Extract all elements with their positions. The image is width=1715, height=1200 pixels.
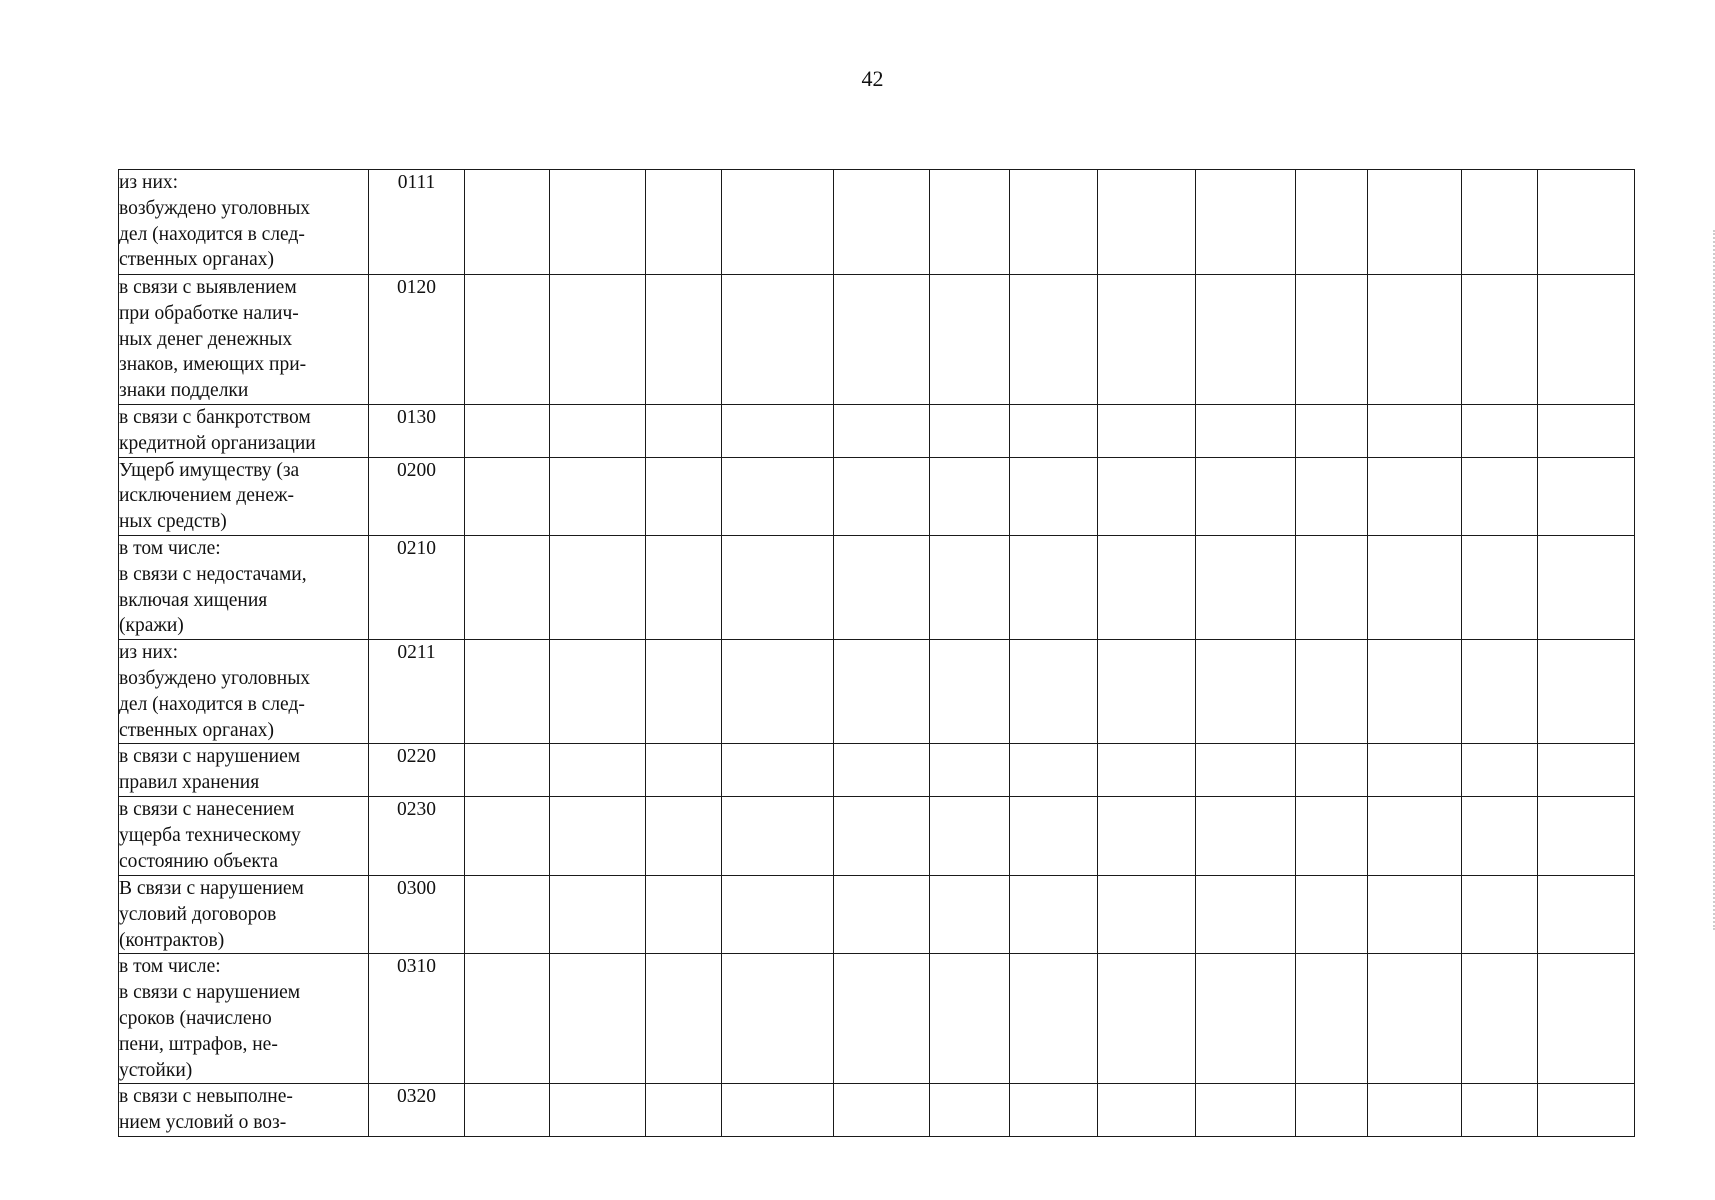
empty-cell xyxy=(550,796,646,875)
empty-cell xyxy=(1368,875,1462,953)
empty-cell xyxy=(722,457,834,535)
report-table xyxy=(118,169,1635,1137)
empty-cell xyxy=(1462,275,1538,405)
empty-cell xyxy=(1538,744,1635,797)
row-code: 0120 xyxy=(369,275,465,405)
row-label: в связи с нанесением ущерба техническому состоянию объекта xyxy=(119,796,369,875)
empty-cell xyxy=(646,640,722,744)
row-code: 0230 xyxy=(369,796,465,875)
empty-cell xyxy=(1098,1084,1196,1137)
empty-cell xyxy=(930,457,1010,535)
table-row xyxy=(119,796,1635,875)
empty-cell xyxy=(834,640,930,744)
empty-cell xyxy=(930,875,1010,953)
empty-cell xyxy=(722,404,834,457)
empty-cell xyxy=(465,535,550,639)
empty-cell xyxy=(1010,875,1098,953)
empty-cell xyxy=(1296,1084,1368,1137)
empty-cell xyxy=(1368,954,1462,1084)
empty-cell xyxy=(1538,954,1635,1084)
empty-cell xyxy=(1098,640,1196,744)
empty-cell xyxy=(646,744,722,797)
empty-cell xyxy=(834,404,930,457)
empty-cell xyxy=(550,954,646,1084)
empty-cell xyxy=(1010,535,1098,639)
row-code: 0320 xyxy=(369,1084,465,1137)
table-row xyxy=(119,170,1635,275)
empty-cell xyxy=(834,457,930,535)
empty-cell xyxy=(834,744,930,797)
empty-cell xyxy=(722,275,834,405)
empty-cell xyxy=(834,170,930,275)
empty-cell xyxy=(930,170,1010,275)
row-label: в связи с невыполне- нием условий о воз- xyxy=(119,1084,369,1137)
empty-cell xyxy=(722,875,834,953)
empty-cell xyxy=(930,404,1010,457)
empty-cell xyxy=(465,1084,550,1137)
table-row xyxy=(119,744,1635,797)
empty-cell xyxy=(550,170,646,275)
empty-cell xyxy=(1196,744,1296,797)
page-number: 42 xyxy=(861,66,884,91)
empty-cell xyxy=(1296,404,1368,457)
empty-cell xyxy=(1098,744,1196,797)
empty-cell xyxy=(1368,275,1462,405)
row-code: 0220 xyxy=(369,744,465,797)
empty-cell xyxy=(834,954,930,1084)
empty-cell xyxy=(930,954,1010,1084)
empty-cell xyxy=(930,640,1010,744)
empty-cell xyxy=(1296,875,1368,953)
empty-cell xyxy=(1538,640,1635,744)
empty-cell xyxy=(646,535,722,639)
row-label: в том числе: в связи с нарушением сроков (начислено пени, штрафов, не- устойки) xyxy=(119,954,369,1084)
row-label: в связи с нарушением правил хранения xyxy=(119,744,369,797)
empty-cell xyxy=(1368,170,1462,275)
empty-cell xyxy=(1368,744,1462,797)
row-label: из них: возбуждено уголовных дел (находится в след- ственных органах) xyxy=(119,640,369,744)
empty-cell xyxy=(1098,404,1196,457)
empty-cell xyxy=(834,275,930,405)
empty-cell xyxy=(1098,796,1196,875)
empty-cell xyxy=(646,404,722,457)
empty-cell xyxy=(465,796,550,875)
empty-cell xyxy=(1196,404,1296,457)
empty-cell xyxy=(722,640,834,744)
empty-cell xyxy=(930,1084,1010,1137)
empty-cell xyxy=(1098,457,1196,535)
row-label: из них: возбуждено уголовных дел (находится в след- ственных органах) xyxy=(119,170,369,275)
row-label: В связи с нарушением условий договоров (контрактов) xyxy=(119,875,369,953)
empty-cell xyxy=(722,954,834,1084)
empty-cell xyxy=(930,744,1010,797)
empty-cell xyxy=(1296,457,1368,535)
empty-cell xyxy=(1462,404,1538,457)
row-code: 0210 xyxy=(369,535,465,639)
row-code: 0111 xyxy=(369,170,465,275)
empty-cell xyxy=(646,954,722,1084)
empty-cell xyxy=(1368,535,1462,639)
empty-cell xyxy=(1196,1084,1296,1137)
table-row xyxy=(119,275,1635,405)
empty-cell xyxy=(646,1084,722,1137)
empty-cell xyxy=(1368,640,1462,744)
empty-cell xyxy=(1098,535,1196,639)
empty-cell xyxy=(1196,275,1296,405)
empty-cell xyxy=(1538,275,1635,405)
empty-cell xyxy=(1462,640,1538,744)
scan-edge-marks xyxy=(1707,230,1715,930)
empty-cell xyxy=(1538,875,1635,953)
empty-cell xyxy=(1462,457,1538,535)
empty-cell xyxy=(1462,744,1538,797)
empty-cell xyxy=(722,535,834,639)
empty-cell xyxy=(1538,535,1635,639)
empty-cell xyxy=(646,170,722,275)
empty-cell xyxy=(1368,1084,1462,1137)
empty-cell xyxy=(722,744,834,797)
row-code: 0200 xyxy=(369,457,465,535)
row-label: в связи с выявлением при обработке налич- ных денег денежных знаков, имеющих при- знаки подделки xyxy=(119,275,369,405)
empty-cell xyxy=(465,275,550,405)
row-label: Ущерб имуществу (за исключением денеж- ных средств) xyxy=(119,457,369,535)
empty-cell xyxy=(1538,457,1635,535)
empty-cell xyxy=(550,744,646,797)
empty-cell xyxy=(930,796,1010,875)
empty-cell xyxy=(465,875,550,953)
empty-cell xyxy=(1296,535,1368,639)
empty-cell xyxy=(646,796,722,875)
table-row xyxy=(119,404,1635,457)
empty-cell xyxy=(465,640,550,744)
empty-cell xyxy=(1098,954,1196,1084)
table-row xyxy=(119,1084,1635,1137)
empty-cell xyxy=(930,535,1010,639)
empty-cell xyxy=(646,457,722,535)
empty-cell xyxy=(1538,404,1635,457)
empty-cell xyxy=(1196,796,1296,875)
empty-cell xyxy=(1368,796,1462,875)
empty-cell xyxy=(1538,1084,1635,1137)
empty-cell xyxy=(1296,796,1368,875)
empty-cell xyxy=(465,457,550,535)
empty-cell xyxy=(1010,404,1098,457)
empty-cell xyxy=(1098,875,1196,953)
empty-cell xyxy=(1368,404,1462,457)
empty-cell xyxy=(1010,275,1098,405)
empty-cell xyxy=(722,170,834,275)
empty-cell xyxy=(1010,457,1098,535)
empty-cell xyxy=(834,535,930,639)
empty-cell xyxy=(1010,170,1098,275)
empty-cell xyxy=(1010,796,1098,875)
row-code: 0300 xyxy=(369,875,465,953)
table-row xyxy=(119,954,1635,1084)
empty-cell xyxy=(550,875,646,953)
empty-cell xyxy=(1296,744,1368,797)
empty-cell xyxy=(834,875,930,953)
empty-cell xyxy=(1296,954,1368,1084)
row-code: 0211 xyxy=(369,640,465,744)
empty-cell xyxy=(1010,744,1098,797)
empty-cell xyxy=(1196,875,1296,953)
empty-cell xyxy=(1098,170,1196,275)
empty-cell xyxy=(1196,457,1296,535)
row-code: 0310 xyxy=(369,954,465,1084)
empty-cell xyxy=(1010,640,1098,744)
empty-cell xyxy=(1368,457,1462,535)
empty-cell xyxy=(1462,875,1538,953)
empty-cell xyxy=(722,796,834,875)
row-label: в том числе: в связи с недостачами, включая хищения (кражи) xyxy=(119,535,369,639)
empty-cell xyxy=(1538,796,1635,875)
empty-cell xyxy=(465,404,550,457)
empty-cell xyxy=(1462,954,1538,1084)
empty-cell xyxy=(1296,170,1368,275)
table-row xyxy=(119,535,1635,639)
empty-cell xyxy=(722,1084,834,1137)
empty-cell xyxy=(465,744,550,797)
empty-cell xyxy=(550,1084,646,1137)
table-row xyxy=(119,457,1635,535)
row-label: в связи с банкротством кредитной организации xyxy=(119,404,369,457)
empty-cell xyxy=(1462,535,1538,639)
empty-cell xyxy=(550,457,646,535)
empty-cell xyxy=(1296,640,1368,744)
empty-cell xyxy=(646,275,722,405)
empty-cell xyxy=(1010,954,1098,1084)
empty-cell xyxy=(550,640,646,744)
empty-cell xyxy=(834,796,930,875)
empty-cell xyxy=(1538,170,1635,275)
empty-cell xyxy=(550,535,646,639)
empty-cell xyxy=(1196,535,1296,639)
empty-cell xyxy=(465,170,550,275)
empty-cell xyxy=(550,404,646,457)
table-row xyxy=(119,875,1635,953)
empty-cell xyxy=(930,275,1010,405)
empty-cell xyxy=(1098,275,1196,405)
empty-cell xyxy=(1462,170,1538,275)
empty-cell xyxy=(1196,170,1296,275)
empty-cell xyxy=(550,275,646,405)
row-code: 0130 xyxy=(369,404,465,457)
table-row xyxy=(119,640,1635,744)
empty-cell xyxy=(646,875,722,953)
empty-cell xyxy=(465,954,550,1084)
empty-cell xyxy=(834,1084,930,1137)
empty-cell xyxy=(1010,1084,1098,1137)
empty-cell xyxy=(1196,640,1296,744)
empty-cell xyxy=(1296,275,1368,405)
empty-cell xyxy=(1462,1084,1538,1137)
empty-cell xyxy=(1196,954,1296,1084)
empty-cell xyxy=(1462,796,1538,875)
